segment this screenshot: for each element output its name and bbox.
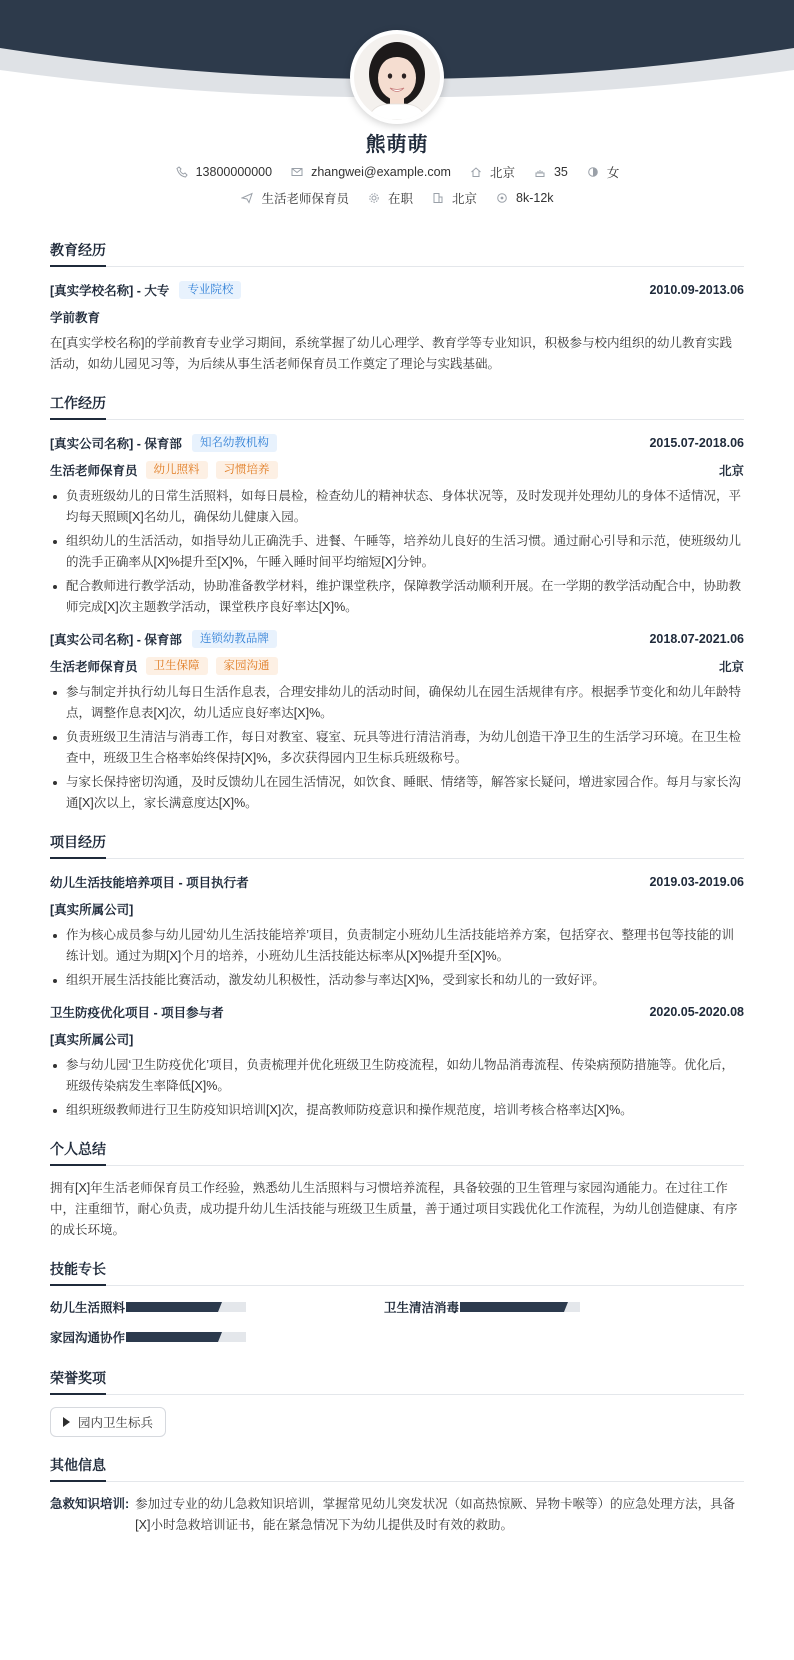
awards-title: 荣誉奖项 — [50, 1368, 744, 1395]
age-icon — [533, 165, 547, 179]
city-item: 北京 — [469, 163, 515, 181]
skill-tag: 幼儿照料 — [146, 461, 208, 479]
education-title: 教育经历 — [50, 240, 744, 267]
job-date: 2015.07-2018.06 — [649, 436, 744, 450]
skill-item — [50, 1328, 384, 1346]
projects-section — [50, 832, 744, 1121]
skills-title: 技能专长 — [50, 1259, 744, 1286]
resume-body — [50, 240, 744, 1554]
award-label: 园内卫生标兵 — [78, 1416, 154, 1430]
list-item: 组织班级教师进行卫生防疫知识培训[X]次，提高教师防疫意识和操作规范度，培训考核合格率达[X]%。 — [50, 1100, 744, 1121]
list-item: 负责班级幼儿的日常生活照料，如每日晨检，检查幼儿的精神状态、身体状况等，及时发现并处理幼儿的身体不适情况，平均每天照顾[X]名幼儿，确保幼儿健康入园。 — [50, 486, 744, 528]
job-location: 北京 — [718, 464, 744, 478]
gear-icon — [367, 191, 381, 205]
other-title: 其他信息 — [50, 1455, 744, 1482]
skill-label: 家园沟通协作 — [50, 1331, 126, 1345]
major-row — [50, 305, 744, 329]
job-entry — [50, 432, 744, 618]
school-tag: 专业院校 — [179, 281, 241, 299]
skill-bar-fill — [460, 1302, 564, 1312]
education-section — [50, 240, 744, 375]
skill-label: 卫生清洁消毒 — [384, 1301, 460, 1315]
list-item: 配合教师进行教学活动，协助准备教学材料，维护课堂秩序，保障教学活动顺利开展。在一学期的教学活动配合中，协助教师完成[X]次主题教学活动，课堂秩序良好率达[X]%。 — [50, 576, 744, 618]
mail-icon — [290, 165, 304, 179]
school-name: [真实学校名称] - 大专 — [50, 284, 170, 298]
job-entry — [50, 628, 744, 814]
summary-title: 个人总结 — [50, 1139, 744, 1166]
project-name: 卫生防疫优化项目 - 项目参与者 — [50, 1006, 224, 1020]
position-item: 生活老师保育员 — [240, 189, 349, 207]
project-org: [真实所属公司] — [50, 903, 134, 917]
contact-row — [0, 163, 794, 181]
home-icon — [469, 165, 483, 179]
other-label: 急救知识培训: — [50, 1497, 130, 1511]
skill-item — [50, 1298, 384, 1316]
skill-label: 幼儿生活照料 — [50, 1301, 126, 1315]
age-item: 35 — [533, 165, 568, 179]
skill-tag: 习惯培养 — [216, 461, 278, 479]
list-item: 作为核心成员参与幼儿园‘幼儿生活技能培养’项目，负责制定小班幼儿生活技能培养方案，包括穿衣、整理书包等技能的训练计划。通过为期[X]个月的培养，小班幼儿生活技能达标率从[X]%提升至[X]%。 — [50, 925, 744, 967]
skill-bar-fill — [126, 1302, 218, 1312]
project-date: 2019.03-2019.06 — [649, 875, 744, 889]
other-text: 参加过专业的幼儿急救知识培训，掌握常见幼儿突发状况（如高热惊厥、异物卡喉等）的应急处理方法，具备[X]小时急救培训证书，能在紧急情况下为幼儿提供及时有效的救助。 — [135, 1497, 736, 1532]
list-item: 参与幼儿园‘卫生防疫优化’项目，负责梳理并优化班级卫生防疫流程，如幼儿物品消毒流程、传染病预防措施等。优化后，班级传染病发生率降低[X]%。 — [50, 1055, 744, 1097]
skill-item — [384, 1298, 718, 1316]
skill-bar — [126, 1302, 246, 1312]
avatar — [350, 30, 444, 124]
email-item: zhangwei@example.com — [290, 165, 451, 179]
project-entry — [50, 1001, 744, 1121]
play-icon — [63, 1417, 70, 1427]
company-name: [真实公司名称] - 保育部 — [50, 633, 182, 647]
job-bullets — [50, 486, 744, 618]
phone-icon — [175, 165, 189, 179]
job-location: 北京 — [718, 660, 744, 674]
award-item — [50, 1407, 166, 1437]
education-head — [50, 279, 744, 301]
project-name: 幼儿生活技能培养项目 - 项目执行者 — [50, 876, 249, 890]
job-date: 2018.07-2021.06 — [649, 632, 744, 646]
gender-item: 女 — [586, 163, 620, 181]
gender-icon — [586, 165, 600, 179]
education-desc: 在[真实学校名称]的学前教育专业学习期间，系统掌握了幼儿心理学、教育学等专业知识，积极参与校内组织的幼儿教育实践活动，如幼儿园见习等，为后续从事生活老师保育员工作奠定了理论与实践基础。 — [50, 336, 732, 371]
target-city-item: 北京 — [431, 189, 477, 207]
coin-icon — [495, 191, 509, 205]
list-item: 参与制定并执行幼儿每日生活作息表，合理安排幼儿的活动时间，确保幼儿在园生活规律有序。根据季节变化和幼儿年龄特点，调整作息表[X]次，幼儿适应良好率达[X]%。 — [50, 682, 744, 724]
skill-bar — [126, 1332, 246, 1342]
skills-section — [50, 1259, 744, 1358]
building-icon — [431, 191, 445, 205]
major: 学前教育 — [50, 311, 101, 325]
status-item: 在职 — [367, 189, 413, 207]
summary-section — [50, 1139, 744, 1241]
skill-bar — [460, 1302, 580, 1312]
company-name: [真实公司名称] - 保育部 — [50, 437, 182, 451]
candidate-name: 熊萌萌 — [365, 134, 429, 156]
list-item: 负责班级卫生清洁与消毒工作，每日对教室、寝室、玩具等进行清洁消毒，为幼儿创造干净卫生的生活学习环境。在卫生检查中，班级卫生合格率始终保持[X]%，多次获得园内卫生标兵班级称号。 — [50, 727, 744, 769]
project-bullets — [50, 1055, 744, 1121]
skill-bar-fill — [126, 1332, 218, 1342]
company-tag: 知名幼教机构 — [192, 434, 277, 452]
skill-tag: 卫生保障 — [146, 657, 208, 675]
job-role: 生活老师保育员 — [50, 660, 138, 674]
send-icon — [240, 191, 254, 205]
summary-text: 拥有[X]年生活老师保育员工作经验，熟悉幼儿生活照料与习惯培养流程，具备较强的卫生管理与家园沟通能力。在过往工作中，注重细节，耐心负责，成功提升幼儿生活技能与班级卫生质量，善于通过项目实践优化工作流程，为幼儿创造健康、有序的成长环境。 — [50, 1181, 738, 1237]
awards-section — [50, 1368, 744, 1437]
list-item: 组织开展生活技能比赛活动，激发幼儿积极性，活动参与率达[X]%，受到家长和幼儿的一致好评。 — [50, 970, 744, 991]
job-bullets — [50, 682, 744, 814]
other-section — [50, 1455, 744, 1536]
project-org: [真实所属公司] — [50, 1033, 134, 1047]
work-title: 工作经历 — [50, 393, 744, 420]
project-entry — [50, 871, 744, 991]
education-date: 2010.09-2013.06 — [649, 283, 744, 297]
projects-title: 项目经历 — [50, 832, 744, 859]
project-bullets — [50, 925, 744, 991]
list-item: 与家长保持密切沟通，及时反馈幼儿在园生活情况，如饮食、睡眠、情绪等，解答家长疑问，增进家园合作。每月与家长沟通[X]次以上，家长满意度达[X]%。 — [50, 772, 744, 814]
job-role: 生活老师保育员 — [50, 464, 138, 478]
phone-item: 13800000000 — [175, 165, 272, 179]
skills-list — [50, 1298, 744, 1358]
work-section — [50, 393, 744, 814]
company-tag: 连锁幼教品牌 — [192, 630, 277, 648]
list-item: 组织幼儿的生活活动，如指导幼儿正确洗手、进餐、午睡等，培养幼儿良好的生活习惯。通过耐心引导和示范，使班级幼儿的洗手正确率从[X]%提升至[X]%，午睡入睡时间平均缩短[X]分钟。 — [50, 531, 744, 573]
job-intent-row — [0, 189, 794, 207]
salary-item: 8k-12k — [495, 191, 554, 205]
skill-tag: 家园沟通 — [216, 657, 278, 675]
other-row — [50, 1494, 744, 1536]
project-date: 2020.05-2020.08 — [649, 1005, 744, 1019]
